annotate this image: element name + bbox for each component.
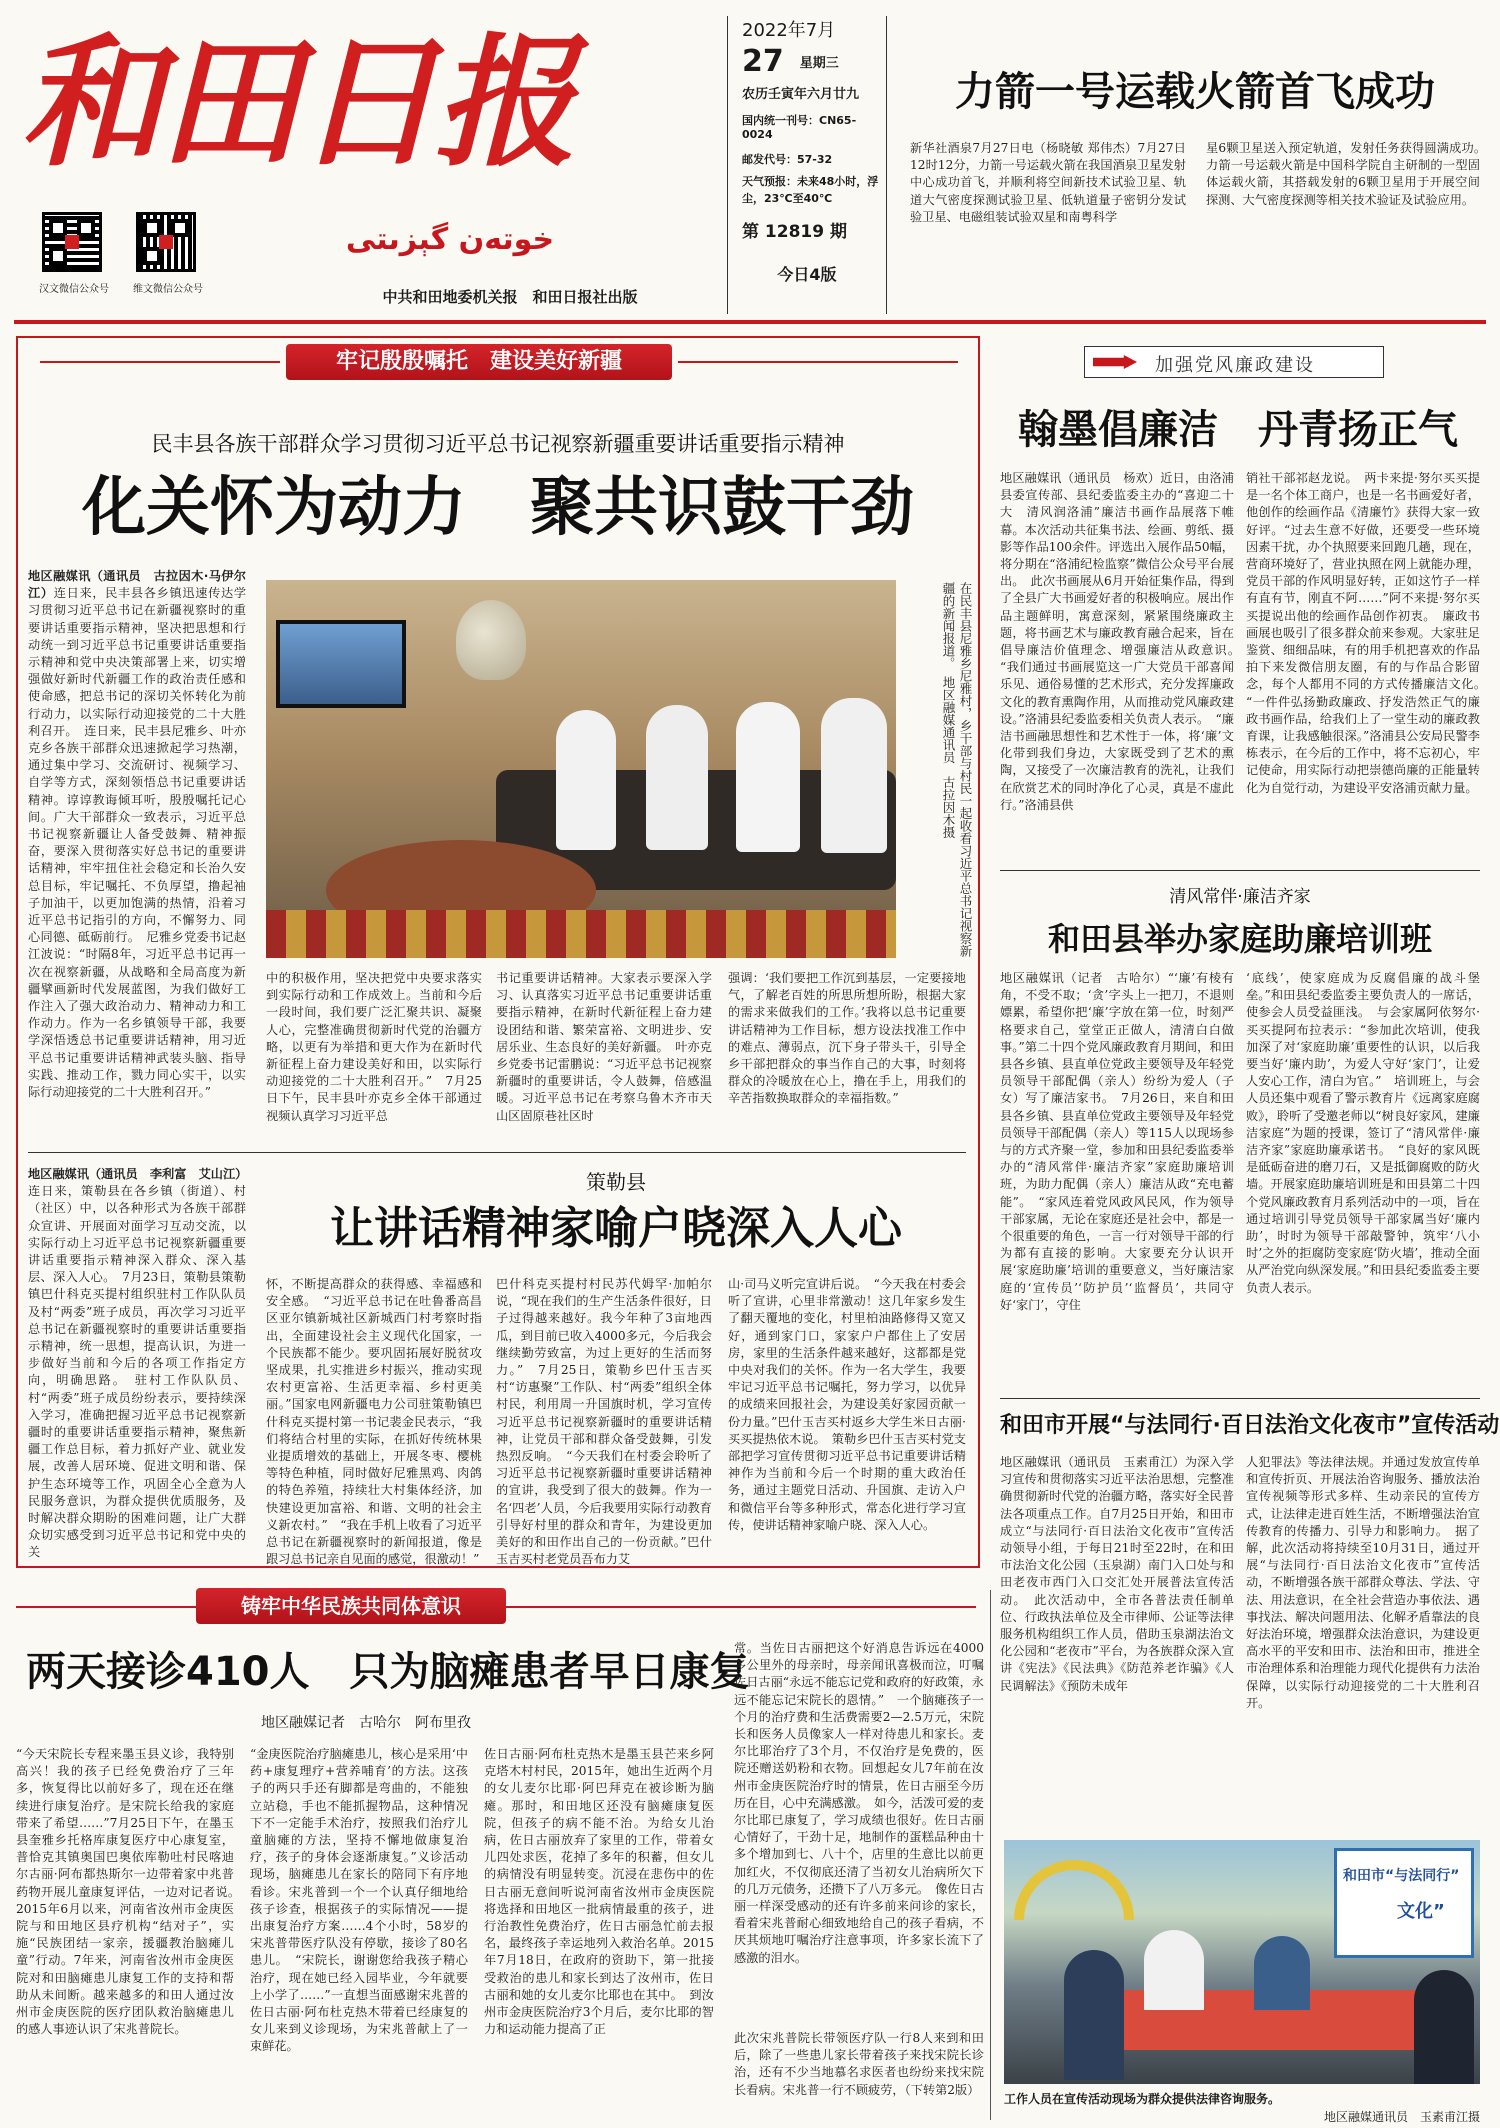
lead-col-left	[28, 568, 246, 1144]
lead-story-banner	[286, 344, 672, 380]
page-count: 今日4版	[777, 265, 837, 284]
right-story3-col1: 地区融媒讯（通讯员 玉素甫江）为深入学习宣传和贯彻落实习近平法治思想，完整准确贯彻新时代党的治疆方略，落实好全民普法各项重点工作。自7月25日开始，和田市成立“与法同行·百日法治文化夜市”宣传活动领导小组，于每日21时至22时，在和田市法治文化公园（玉泉湖）南门入口处与和田老夜市西门入口交汇处开展普法宣传活动。 此次活动中，全市各普法责任制单位、行政执法单位及全市律师、公证等法律服务机构组织工作人员，借助玉泉湖法治文化公园和“老夜市”平台，为各族群众深入宣讲《宪法》《民法典》《防范养老诈骗》《人民调解法》《预防未成年	[1000, 1455, 1234, 1693]
banner-stand	[1334, 1848, 1474, 1958]
lead-photo	[266, 580, 896, 958]
tv-screen	[276, 620, 406, 708]
cele-col-left	[28, 1166, 246, 1558]
right-divider-2	[1000, 1398, 1480, 1399]
date-box	[727, 16, 887, 314]
lead-byline: 地区融媒讯（通讯员 古拉因木·马伊尔江）	[28, 569, 246, 601]
cele-kicker: 策勒县	[586, 1170, 646, 1194]
masthead	[0, 0, 1500, 330]
legal-activity-photo	[1004, 1840, 1480, 2084]
bottom-byline: 地区融媒记者 古哈尔 阿布里孜	[261, 1715, 471, 1731]
date-year-month: 2022年7月	[742, 20, 836, 41]
lead-col-b2: 书记重要讲话精神。大家表示要深入学习、认真落实习近平总书记重要讲话重要指示精神，在新时代新征程上奋力建设团结和谐、繁荣富裕、文明进步、安居乐业、生态良好的美好新疆。 叶亦克乡党委书记雷鹏说：“习近平总书记视察新疆时的重要讲话，令人鼓舞，倍感温暖。习近平总书记在考察乌鲁木齐市天山区固原巷社区时	[496, 971, 712, 1123]
bottom-col-1: “今天宋院长专程来墨玉县义诊，我特别高兴！我的孩子已经免费治疗了三年多，恢复得比以前好多了，现在还在继续进行康复治疗。是宋院长给我的家庭带来了希望……”7月25日下午，在墨玉县奎雅乡托格库康复医疗中心康复室，普恰克其镇奥国巴奥依库勒吐村民喀迪尔古丽·阿布都热斯尔一边带着家中兆普药物开展儿童康复评估，一边对记者说。 2015年6月以来，河南省汝州市金庚医院与和田地区县疗机构“结对子”，实施“民族团结一家亲，援疆教治脑瘫儿童”行动。7年来，河南省汝州市金庚医院对和田脑瘫患儿康复工作的支持和帮助从未间断。越来越多的和田人通过汝州市金庚医院的医疗团队救治脑瘫患儿的感人事迹认识了宋兆普院长。	[16, 1747, 247, 2037]
right-headline-1: 翰墨倡廉洁 丹青扬正气	[1018, 407, 1458, 453]
banner-stand-text-1: 和田市“与法同行”	[1343, 1868, 1460, 1884]
right-story2-col1: 地区融媒讯（记者 古哈尔）“‘廉’有棱有角，不受不取；‘贪’字头上一把刀，不退则嫖累，希望你把‘廉’字放在第一位，时刻严格要求自己，堂堂正正做人，清清白白做事。”第二十四个党风廉政教育月期间，和田县各乡镇、县直单位党政主要领导及年轻党员领导干部配偶（亲人）纷纷为爱人（子女）写了廉洁家书。 7月26日，来自和田县各乡镇、县直单位党政主要领导及年轻党员领导干部配偶（亲人）等115人以现场参与的方式齐聚一堂，参加和田县纪委监委举办的“清风常伴·廉洁齐家”家庭助廉培训班，为助力配偶（亲人）廉洁从政“充电蓄能”。 “家风连着党风政风民风，作为领导干部家属，无论在家庭还是社会中，都是一个很重要的角色，一言一行对领导干部的行为都有直接的影响。大家要充分认识开展‘家庭助廉’培训的重要意义，当好廉洁家庭的‘宣传员’‘防护员’‘监督员’，共同守好‘家门’，守住	[1000, 971, 1234, 1312]
bottom-banner	[196, 1588, 506, 1624]
crowd-person-3	[1254, 1936, 1310, 2010]
qr-code-hanwen	[42, 212, 102, 272]
uyghur-name: خوتەن گېزىتى	[345, 222, 555, 257]
bottom-col-4: 常。当佐日古丽把这个好消息告诉远在4000多公里外的母亲时，母亲闻讯喜极而泣，叮嘱佐日古丽“永远不能忘记党和政府的好政策，永远不能忘记宋院长的恩情。” 一个脑瘫孩子一个月的治疗费和生活费需要2—2.5万元，宋院长和医务人员像家人一样对待患儿和家长。麦尔比耶治疗了3个月，不仅治疗是免费的，医院还赠送奶粉和衣物。回想起女儿7年前在汝州市金庚医院治疗时的情景，佐日古丽至今历历在目，心中充满感激。 如今，活泼可爱的麦尔比耶已康复了，学习成绩也很好。佐日古丽心情好了，干劲十足，地制作的蛋糕品种由十多个增加到七、八十个，店里的生意比以前更加红火，不仅彻底还清了当初女儿治病所欠下的几万元债务，还攒下了八万多元。 像佐日古丽一样深受感动的还有许多前来问诊的家长，看着宋兆普耐心细致地给自己的孩子看病，不厌其烦地叮嘱治疗注意事项，许多家长流下了感激的泪水。	[734, 1641, 984, 1965]
lead-headline: 化关怀为动力 聚共识鼓干劲	[82, 471, 914, 545]
newspaper-logo: 和田日报	[20, 20, 572, 186]
postal-code: 邮发代号：57-32	[742, 153, 833, 166]
column-divider-right	[990, 1590, 991, 2120]
bottom-banner-text: 铸牢中华民族共同体意识	[241, 1594, 461, 1618]
top-news-col2: 星6颗卫星送入预定轨道，发射任务获得圆满成功。 力箭一号运载火箭是中国科学院自主研制的一型固体运载火箭，其搭载发射的6颗卫星用于开展空间探测、大气密度探测等相关技术验证及试验应用。	[1206, 141, 1493, 207]
publisher-line: 中共和田地委机关报 和田日报社出版	[382, 288, 638, 306]
bottom-headline: 两天接诊410人 只为脑瘫患者早日康复	[26, 1649, 750, 1695]
cele-col-2: 怀，不断提高群众的获得感、幸福感和安全感。 “习近平总书记在吐鲁番高昌区亚尔镇新城社区新城西门村考察时指出，全面建设社会主义现代化国家，一个民族都不能少。要巩固拓展好脱贫攻坚成果，扎实推进乡村振兴，推动实现农村更富裕、生活更幸福、乡村更美丽。”国家电网新疆电力公司驻策勒镇巴什科克买提村第一书记裴金民表示，“我们将结合村里的实际，在抓好传统林果业提质增效的基础上，开展冬枣、樱桃等特色种植，同时做好尼雅黑鸡、肉鸽的特色养殖，持续壮大村集体经济，加快建设更加富裕、和谐、文明的社会主义新农村。” “我在手机上收看了习近平总书记在新疆视察时的新闻报道，像是跟习总书记亲自见面的感觉，很激动！”	[266, 1277, 482, 1567]
lead-divider	[28, 1152, 966, 1153]
top-news-col1: 新华社酒泉7月27日电（杨晓敏 郑伟杰）7月27日12时12分，力箭一号运载火箭在我国酒泉卫星发射中心成功首飞，并顺利将空间新技术试验卫星、轨道大气密度探测试验卫星、低轨道量子密钥分发试验卫星、电磁组装试验双星和南粤科学	[910, 141, 1186, 224]
banner-ornament-right	[678, 361, 958, 363]
cele-headline: 让讲话精神家喻户晓深入人心	[330, 1203, 902, 1254]
right-kicker-2: 清风常伴·廉洁齐家	[1169, 887, 1311, 907]
weekday: 星期三	[799, 56, 839, 71]
cele-col-3: 巴什科克买提村村民苏代姆罕·加帕尔说，“现在我们的生产生活条件很好，日子过得越来越好。我今年种了3亩地西瓜，到目前已收入4000多元，今后我会继续勤劳致富，为过上更好的生活而努力。” 7月25日，策勒乡巴什玉吉买村“访惠聚”工作队、村“两委”组织全体村民，利用周一升国旗时机，学习宣传习近平总书记视察新疆时的重要讲话精神，让党员干部和群众备受鼓舞，引发热烈反响。 “今天我们在村委会聆听了习近平总书记视察新疆时重要讲话精神的宣讲，我受到了很大的鼓舞。作为一名‘四老’人员，今后我要用实际行动教育引导好村里的群众和青年，为建设更加美好的和田作出自己的一份贡献。”巴什玉吉买村老党员吾布力艾	[496, 1277, 712, 1567]
crowd-person-2	[1144, 1930, 1204, 2010]
right-story3-col2: 人犯罪法》等法律法规。并通过发放宣传单和宣传折页、开展法治咨询服务、播放法治宣传视频等形式多样、生动亲民的宣传方式，让法律走进百姓生活，不断增强法治宣传教育的传播力、引导力和影响力。 据了解，此次活动将持续至10月31日，通过开展“与法同行·百日法治文化夜市”宣传活动，不断增强各族干部群众尊法、学法、守法、用法意识，在全社会营造办事依法、遇事找法、解决问题用法、化解矛盾靠法的良好法治环境，增强群众法治意识，为建设更高水平的平安和田市、法治和田市，推进全市治理体系和治理能力现代化提供有力法治保障，以实际行动迎接党的二十大胜利召开。	[1246, 1455, 1480, 1710]
right-banner-text: 加强党风廉政建设	[1155, 355, 1315, 376]
person-1	[556, 710, 616, 850]
bottom-col-2: “金庚医院治疗脑瘫患儿，核心是采用‘中药+康复理疗+营养哺育’的方法。这孩子的两只手还有脚都是弯曲的，不能独立站稳，手也不能抓握物品，这种情况下不一定能手术治疗，按照我们治疗儿童脑瘫的方法，坚持不懈地做康复治疗，孩子的身体会逐渐康复。”义诊活动现场，脑瘫患儿在家长的陪同下有序地看诊。宋兆普到一个一个认真仔细地给孩子诊查，根据孩子的实际情况——提出康复治疗方案……4个小时，58岁的宋兆普带医疗队没有停歇，接诊了80名患儿。 “宋院长，谢谢您给我孩子精心治疗，现在她已经入园毕业，今年就要上小学了……”一直想当面感谢宋兆普的佐日古丽·阿布杜克热木带着已经康复的女儿来到义诊现场，为宋兆普献上了一束鲜花。	[250, 1747, 468, 2054]
cn-number: 国内统一刊号：CN65-0024	[742, 114, 857, 141]
right-headline-3: 和田市开展“与法同行·百日法治文化夜市”宣传活动	[1000, 1413, 1500, 1438]
lead-col-b3: 强调：‘我们要把工作沉到基层，一定要接地气，了解老百姓的所思所想所盼，根据大家的需求来做我们的工作。’我将以总书记重要讲话精神为工作目标，想方设法找准工作中的难点、薄弱点，沉下身子带头干，引导全乡干部把群众的事当作自己的大事，时刻将群众的冷暖放在心上，撸在手上，用我们的辛苦指数换取群众的幸福指数。”	[728, 971, 966, 1106]
right-headline-2: 和田县举办家庭助廉培训班	[1047, 920, 1432, 958]
legal-photo-caption: 工作人员在宣传活动现场为群众提供法律咨询服务。	[1004, 2092, 1281, 2106]
right-story1-col2: 销社干部祁赵龙说。 两卡来提·努尔买买提是一名个体工商户，也是一名书画爱好者，他创作的绘画作品《清廉竹》获得大家一致好评。“过去生意不好做，还要受一些环境因素干扰，办个执照要来回跑几趟，现在，营商环境好了，营业执照在网上就能办理，党员干部的作风明显好转，正如这竹子一样有直有节，刚直不阿……”阿不来提·努尔买买提说出他的绘画作品创作初衷。 廉政书画展也吸引了很多群众前来参观。大家驻足鉴赏、细细品味，有的用手机把喜欢的作品拍下来发微信朋友圈，有的与作品合影留念，每个人都用不同的方式传播廉洁文化。 “一件件弘扬勤政廉政、抒发浩然正气的廉政书画作品，给我们上了一堂生动的廉政教育课，让我感触很深。”洛浦县公安局民警李栋表示，在今后的工作中，将不忘初心，牢记使命，用实际行动把崇德尚廉的正能量转化为自觉行动，为建设平安洛浦贡献力量。	[1246, 471, 1493, 795]
crowd-person-4	[1414, 1970, 1474, 2084]
right-story1-col1: 地区融媒讯（通讯员 杨欢）近日，由洛浦县委宣传部、县纪委监委主办的“喜迎二十大 清风润洛浦”廉洁书画作品展落下帷幕。本次活动共征集书法、绘画、剪纸、摄影等作品100余件。评选出入展作品50幅，将分期在“洛浦纪检监察”微信公众号平台展出。 此次书画展从6月开始征集作品，得到了全县广大书画爱好者的积极响应。展出作品主题鲜明，寓意深刻，紧紧围绕廉政主题，将书画艺术与廉政教育融合起来，旨在倡导廉洁价值理念、增强廉洁从政意识。 “我们通过书画展览这一广大党员干部喜闻乐见、通俗易懂的艺术形式，充分发挥廉政文化的教育熏陶作用，从而推动党风廉政建设。”洛浦县纪委监委相关负责人表示。 “廉洁书画融思想性和艺术性于一体，将‘廉’文化带到我们身边，大家既受到了艺术的熏陶，又接受了一次廉洁教育的洗礼，让我们在欣赏艺术的同时净化了心灵，真是不虚此行。”洛浦县供	[1000, 471, 1247, 812]
flower-vase	[456, 600, 526, 680]
bottom-col-5: 此次宋兆普院长带领医疗队一行8人来到和田后，除了一些患儿家长带着孩子来找宋院长诊治，还有不少当地慕名求医者也纷纷来找宋院长看病。宋兆普一行不顾疲劳，（下转第2版）	[734, 2031, 984, 2097]
lead-col-left-text: 连日来，民丰县各乡镇迅速传达学习贯彻习近平总书记在新疆视察时的重要讲话重要指示精神，坚决把思想和行动统一到习近平总书记重要讲话重要指示精神和党中央决策部署上来，切实增强做好新时代新疆工作的政治责任感和使命感，把总书记的深切关怀转化为前行动力，以实际行动迎接党的二十大胜利召开。 连日来，民丰县尼雅乡、叶亦克乡各族干部群众迅速掀起学习热潮，通过集中学习、交流研讨、视频学习、自学等方式，深刻领悟总书记重要讲话精神。谆谆教诲倾耳听，殷殷嘱托记心间。广大干部群众一致表示，习近平总书记视察新疆让人备受鼓舞、精神振奋，要深入贯彻落实好总书记的重要讲话精神，牢牢扭住社会稳定和长治久安总目标，牢记嘱托、不负厚望，撸起袖子加油干，以更加饱满的热情，沿着习近平总书记指引的方向，不懈努力、同心同德、砥砺前行。 尼雅乡党委书记赵江波说：“时隔8年，习近平总书记再一次在视察新疆，从战略和全局高度为新疆擘画新时代发展蓝图，为我们做好工作注入了强大政治动力、精神动力和工作动力。作为一名乡镇领导干部，我要学深悟透总书记重要讲话精神，用习近平总书记重要讲话精神武装头脑、指导实践、推动工作，戮力同心实干，以实际行动迎接党的二十大胜利召开。”	[28, 586, 247, 1100]
person-4	[821, 698, 887, 853]
qr-label-hanwen: 汉文微信公众号	[39, 284, 109, 295]
right-story2-col2: ‘底线’，使家庭成为反腐倡廉的战斗堡垒。”和田县纪委监委主要负责人的一席话，使参会人员受益匪浅。 与会家属阿依努尔·买买提阿布拉表示：“参加此次培训，使我加深了对‘家庭助廉’重要性的认识，以后我要当好‘廉内助’，为爱人守好‘家门’，让爱人安心工作，清白为官。” 培训班上，与会人员还集中观看了警示教育片《远离家庭腐败》，聆听了受邀老师以“树良好家风，建廉洁家庭”为题的授课，签订了“清风常伴·廉洁齐家”家庭助廉承诺书。 “良好的家风既是砥砺奋进的磨刀石，又是抵御腐败的防火墙。开展家庭助廉培训班是和田县第二十四个党风廉政教育月系列活动中的一项，旨在通过培训引导党员领导干部家属当好‘廉内助’，时时为领导干部敲警钟，筑牢‘八小时’之外的拒腐防变家庭‘防火墙’，推动全面从严治党向纵深发展。”和田县纪委监委主要负责人表示。	[1246, 971, 1480, 1295]
qr-code-weiwen	[136, 212, 196, 272]
cele-col-4: 山·司马义听完宣讲后说。 “今天我在村委会听了宣讲，心里非常激动！这几年家乡发生了翻天覆地的变化，村里柏油路修得又宽又好，通到家门口，家家户户都住上了安居房，家里的生活条件越来越好，这都都是党中央对我们的关怀。作为一名大学生，我要牢记习近平总书记嘱托，努力学习，以优异的成绩来回报社会，为建设美好家园贡献一份力量。”巴什玉吉买村返乡大学生米日古丽·买买提热依木说。 策勒乡巴什玉吉买村党支部把学习宣传贯彻习近平总书记重要讲话精神作为当前和今后一个时期的重大政治任务，通过主题党日活动、升国旗、走访入户和微信平台等多种形式，常态化进行学习宣传，使讲话精神家喻户晓、深入人心。	[728, 1277, 966, 1532]
masthead-divider	[14, 320, 1486, 324]
right-divider-1	[1000, 870, 1480, 871]
weather-forecast: 天气预报：未来48小时，浮尘，23℃至40℃	[742, 175, 879, 205]
lunar-date: 农历壬寅年六月廿九	[742, 87, 860, 102]
banner-text: 牢记殷殷嘱托 建设美好新疆	[335, 349, 622, 374]
crowd-person-1	[1064, 1950, 1124, 2080]
date-day: 27	[742, 44, 784, 79]
top-news-headline: 力箭一号运载火箭首飞成功	[955, 69, 1435, 115]
lead-photo-caption: 在民丰县尼雅乡尼雅村，乡干部与村民一起收看习近平总书记视察新疆的新闻报道。 地区融媒通讯员 古拉因木摄	[941, 582, 973, 957]
cele-col-left-text: 连日来，策勒县在各乡镇（街道）、村（社区）中，以各种形式为各族干部群众宣讲、开展面对面学习互动交流，以实际行动上习近平总书记视察新疆重要讲话重要指示精神深入群众、深入基层、深入人心。 7月23日，策勒县策勒镇巴什科克买提村组织驻村工作队队员及村“两委”班子成员，再次学习习近平总书记在新疆视察时的重要讲话重要指示精神，统一思想，提高认识，为进一步做好当前和今后的各项工作指定方向，明确思路。 驻村工作队队员、村“两委”班子成员纷纷表示，要持续深入学习，准确把握习近平总书记视察新疆时的重要讲话重要指示精神，聚焦新疆工作总目标，着力抓好产业、就业发展，改善人居环境、促进文明和谐、保护生态环境等工作，巩固全心全意为人民服务意识，为群众提供优质服务，及时解决群众期盼的困难问题，让广大群众切实感受到习近平总书记和党中央的关	[28, 1184, 246, 1560]
arrow-icon	[1093, 355, 1137, 369]
banner-ornament-left	[40, 361, 280, 363]
legal-photo-credit: 地区融媒通讯员 玉素甫江摄	[1323, 2110, 1480, 2124]
qr-label-weiwen: 维文微信公众号	[133, 284, 203, 295]
lead-kicker: 民丰县各族干部群众学习贯彻习近平总书记视察新疆重要讲话重要指示精神	[151, 432, 845, 456]
cele-byline: 地区融媒讯（通讯员 李利富 艾山江）	[28, 1167, 248, 1181]
issue-number: 第 12819 期	[742, 222, 847, 242]
bottom-col-3: 佐日古丽·阿布杜克热木是墨玉县芒来乡阿克塔木村村民，2015年，她出生近两个月的女儿麦尔比耶·阿巴拜克在被诊断为脑瘫。那时，和田地区还没有脑瘫康复医院，但孩子的病不能不治。为给女儿治病，佐日古丽放弃了家里的工作，带着女儿四处求医，花掉了多年的积蓄，但女儿的病情没有明显转变。沉浸在悲伤中的佐日古丽无意间听说河南省汝州市金庚医院将选择和田地区一批病情最重的孩子，进行治教性免费治疗，佐日古丽急忙前去报名，最终孩子幸运地列入救治名单。2015年7月18日，在政府的资助下，第一批接受救治的患儿和家长到达了汝州市，佐日古丽和她的女儿麦尔比耶也在其中。 到汝州市金庚医院治疗3个月后，麦尔比耶的智力和运动能力提高了正	[484, 1747, 714, 2037]
right-banner	[1084, 346, 1384, 378]
carpet	[266, 910, 896, 958]
person-3	[736, 702, 800, 852]
balloon-arch	[1014, 1860, 1134, 1920]
banner-stand-text-2: 文化”	[1397, 1901, 1445, 1922]
person-2	[646, 705, 708, 850]
lead-col-b1: 中的积极作用，坚决把党中央要求落实到实际行动和工作成效上。当前和今后一段时间，我们要广泛汇聚共识、凝聚人心，完整准确贯彻新时代党的治疆方略，以更有为举措和更大作为在新时代新征程上奋力建设美好和田，以实际行动迎接党的二十大胜利召开。” 7月25日下午，民丰县叶亦克乡全体干部通过视频认真学习习近平总	[266, 971, 482, 1123]
